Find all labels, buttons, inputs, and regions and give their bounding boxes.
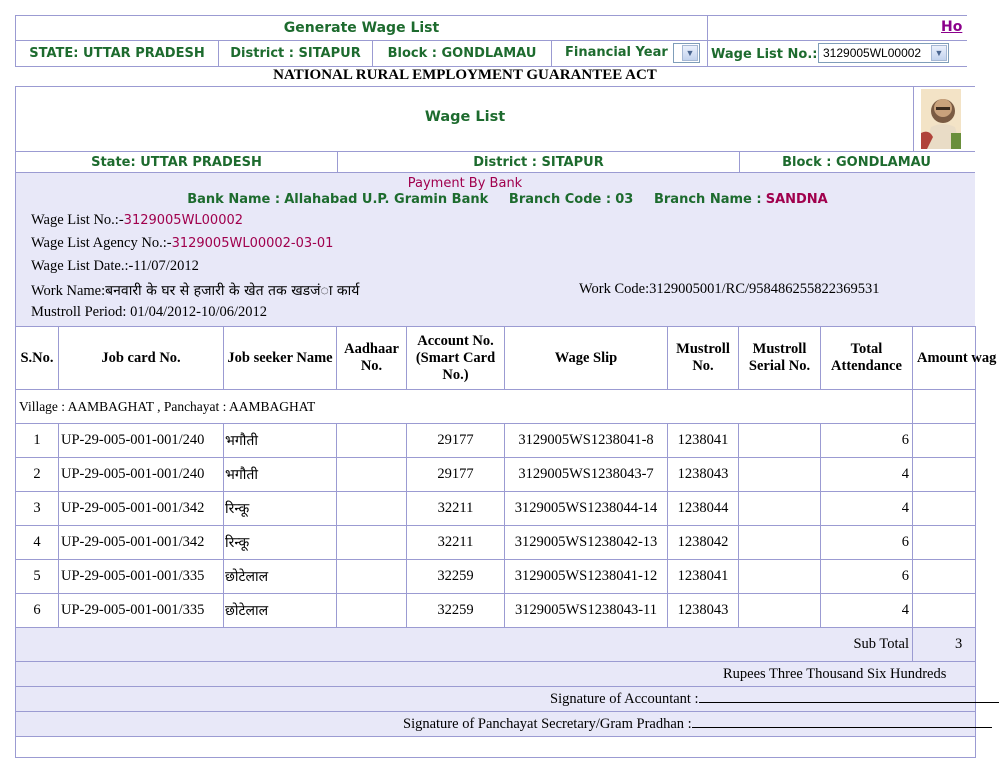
header-job-seeker-name: Job seeker Name — [224, 327, 337, 390]
cell-name: भगौती — [224, 458, 337, 492]
chevron-down-icon: ▼ — [931, 45, 947, 61]
cell-wage-slip: 3129005WS1238043-11 — [505, 594, 668, 628]
top-state: STATE: UTTAR PRADESH — [15, 40, 219, 67]
header-amount-wage: Amount wag — [913, 327, 976, 390]
cell-mustroll: 1238043 — [668, 458, 739, 492]
sub-block: Block : GONDLAMAU — [739, 151, 973, 173]
info-wage-list-no — [31, 212, 243, 229]
bank-name-label: Bank Name : — [187, 192, 281, 207]
wage-list-date-value: 11/07/2012 — [133, 258, 199, 274]
bank-details — [15, 192, 1000, 207]
rupees-row — [16, 662, 976, 687]
cell-account: 32259 — [407, 560, 505, 594]
cell-account: 32211 — [407, 492, 505, 526]
cell-serial — [739, 492, 821, 526]
info-wage-list-date — [31, 258, 199, 275]
wage-list-table — [15, 326, 997, 758]
cell-name: भगौती — [224, 424, 337, 458]
secretary-signature-row — [16, 712, 976, 737]
village-row-empty — [913, 390, 976, 424]
accountant-signature — [16, 687, 976, 712]
cell-attendance: 6 — [821, 560, 913, 594]
wage-list-title: Wage List — [424, 109, 506, 125]
work-name-label: Work Name: — [31, 283, 106, 299]
table-row — [16, 492, 976, 526]
cell-account: 29177 — [407, 458, 505, 492]
cell-wage-slip: 3129005WS1238041-8 — [505, 424, 668, 458]
blank-cell — [16, 737, 976, 758]
home-cell — [707, 15, 967, 41]
wage-list-no-select[interactable] — [818, 43, 949, 63]
village-panchayat: Village : AAMBAGHAT , Panchayat : AAMBAGHAT — [16, 390, 913, 424]
cell-account: 32259 — [407, 594, 505, 628]
table-row — [16, 594, 976, 628]
header-wage-slip: Wage Slip — [505, 327, 668, 390]
cell-job-card: UP-29-005-001-001/342 — [59, 526, 224, 560]
cell-mustroll: 1238044 — [668, 492, 739, 526]
cell-amount — [913, 526, 976, 560]
gandhi-logo — [921, 89, 961, 149]
sub-district: District : SITAPUR — [337, 151, 740, 173]
cell-amount — [913, 424, 976, 458]
cell-job-card: UP-29-005-001-001/335 — [59, 560, 224, 594]
cell-serial — [739, 424, 821, 458]
branch-name-label: Branch Name : — [653, 192, 762, 207]
sub-total-value: 3 — [913, 628, 976, 662]
accountant-signature-row — [16, 687, 976, 712]
mustroll-period-value: 01/04/2012-10/06/2012 — [130, 304, 268, 320]
cell-account: 29177 — [407, 424, 505, 458]
agency-no-label: Wage List Agency No.:- — [31, 235, 172, 251]
sub-total-row — [16, 628, 976, 662]
table-row — [16, 560, 976, 594]
cell-sno: 3 — [16, 492, 59, 526]
wage-list-no-info-label: Wage List No.:- — [31, 212, 124, 228]
generate-wage-list-title: Generate Wage List — [15, 15, 708, 41]
cell-wage-slip: 3129005WS1238043-7 — [505, 458, 668, 492]
secretary-signature-label: Signature of Panchayat Secretary/Gram Pradhan : — [403, 716, 692, 732]
wage-list-date-label: Wage List Date.:- — [31, 258, 134, 274]
cell-sno: 6 — [16, 594, 59, 628]
rupees-in-words: Rupees Three Thousand Six Hundreds — [16, 662, 976, 687]
cell-attendance: 6 — [821, 526, 913, 560]
cell-sno: 5 — [16, 560, 59, 594]
mustroll-period-label: Mustroll Period: — [31, 304, 127, 320]
cell-mustroll: 1238041 — [668, 560, 739, 594]
table-row — [16, 526, 976, 560]
branch-name: SANDNA — [765, 192, 828, 207]
table-row — [16, 424, 976, 458]
cell-amount — [913, 492, 976, 526]
cell-name: रिन्कू — [224, 526, 337, 560]
cell-wage-slip: 3129005WS1238041-12 — [505, 560, 668, 594]
accountant-signature-line — [699, 690, 999, 703]
home-link[interactable]: Ho — [941, 19, 963, 35]
cell-serial — [739, 560, 821, 594]
cell-job-card: UP-29-005-001-001/240 — [59, 424, 224, 458]
cell-mustroll: 1238042 — [668, 526, 739, 560]
accountant-signature-label: Signature of Accountant : — [550, 691, 699, 707]
cell-amount — [913, 594, 976, 628]
cell-attendance: 4 — [821, 594, 913, 628]
financial-year-select[interactable] — [673, 43, 700, 63]
cell-wage-slip: 3129005WS1238042-13 — [505, 526, 668, 560]
top-district: District : SITAPUR — [218, 40, 373, 67]
cell-amount — [913, 560, 976, 594]
branch-code: 03 — [615, 192, 634, 207]
work-name-value: बनवारी के घर से हजारी के खेत तक खडजंा कार्य — [105, 283, 360, 299]
info-work-code — [579, 281, 880, 298]
cell-sno: 2 — [16, 458, 59, 492]
blank-row — [16, 737, 976, 758]
cell-sno: 4 — [16, 526, 59, 560]
cell-attendance: 4 — [821, 458, 913, 492]
cell-job-card: UP-29-005-001-001/240 — [59, 458, 224, 492]
cell-serial — [739, 594, 821, 628]
header-account-no: Account No. (Smart Card No.) — [407, 327, 505, 390]
secretary-signature-line — [692, 715, 992, 728]
header-sno: S.No. — [16, 327, 59, 390]
cell-sno: 1 — [16, 424, 59, 458]
cell-aadhaar — [337, 424, 407, 458]
cell-aadhaar — [337, 526, 407, 560]
cell-aadhaar — [337, 560, 407, 594]
work-code-label: Work Code: — [579, 281, 650, 297]
sub-state: State: UTTAR PRADESH — [15, 151, 338, 173]
wage-list-no-label: Wage List No.: — [711, 47, 818, 62]
chevron-down-icon: ▼ — [682, 45, 698, 61]
cell-name: छोटेलाल — [224, 594, 337, 628]
cell-name: रिन्कू — [224, 492, 337, 526]
cell-account: 32211 — [407, 526, 505, 560]
cell-wage-slip: 3129005WS1238044-14 — [505, 492, 668, 526]
cell-attendance: 6 — [821, 424, 913, 458]
bank-name: Allahabad U.P. Gramin Bank — [284, 192, 489, 207]
cell-job-card: UP-29-005-001-001/335 — [59, 594, 224, 628]
branch-code-label: Branch Code : — [508, 192, 612, 207]
cell-amount — [913, 458, 976, 492]
work-code-value: 3129005001/RC/958486255822369531 — [649, 281, 880, 297]
cell-mustroll: 1238041 — [668, 424, 739, 458]
info-work-name — [31, 281, 359, 300]
cell-aadhaar — [337, 594, 407, 628]
cell-mustroll: 1238043 — [668, 594, 739, 628]
village-row — [16, 390, 976, 424]
sub-total-label: Sub Total — [16, 628, 913, 662]
cell-aadhaar — [337, 492, 407, 526]
header-mustroll-serial: Mustroll Serial No. — [739, 327, 821, 390]
info-agency-no — [31, 235, 333, 252]
agency-no-value: 3129005WL00002-03-01 — [171, 236, 334, 251]
table-header-row — [16, 327, 976, 390]
header-job-card: Job card No. — [59, 327, 224, 390]
cell-name: छोटेलाल — [224, 560, 337, 594]
cell-job-card: UP-29-005-001-001/342 — [59, 492, 224, 526]
table-row — [16, 458, 976, 492]
header-mustroll-no: Mustroll No. — [668, 327, 739, 390]
wage-list-no-info-value: 3129005WL00002 — [123, 213, 244, 228]
top-block: Block : GONDLAMAU — [372, 40, 552, 67]
info-mustroll-period — [31, 304, 267, 321]
cell-serial — [739, 526, 821, 560]
financial-year-label: Financial Year — [565, 45, 668, 60]
payment-mode: Payment By Bank — [407, 176, 523, 191]
header-total-attendance: Total Attendance — [821, 327, 913, 390]
cell-serial — [739, 458, 821, 492]
secretary-signature — [16, 712, 976, 737]
act-title: NATIONAL RURAL EMPLOYMENT GUARANTEE ACT — [273, 67, 657, 83]
cell-attendance: 4 — [821, 492, 913, 526]
wage-list-no-value: 3129005WL00002 — [823, 46, 922, 60]
cell-aadhaar — [337, 458, 407, 492]
header-aadhaar: Aadhaar No. — [337, 327, 407, 390]
